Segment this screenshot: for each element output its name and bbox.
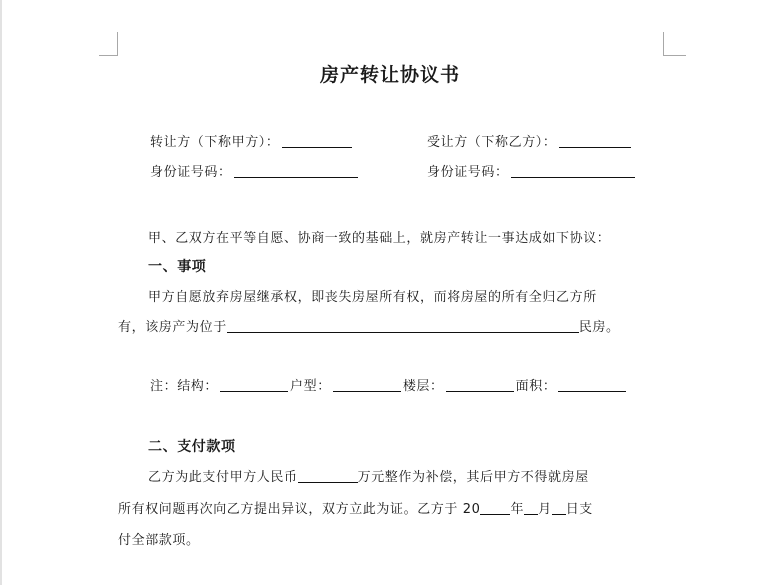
section1-line1: 甲方自愿放弃房屋继承权，即丧失房屋所有权，而将房屋的所有全归乙方所 bbox=[148, 290, 597, 305]
transferee-row bbox=[427, 133, 633, 153]
transferee-id-label: 身份证号码： bbox=[427, 165, 509, 180]
payment-amount-field[interactable] bbox=[298, 468, 358, 483]
payment-date-label: 所有权问题再次向乙方提出异议，双方立此为证。乙方于 20 bbox=[118, 502, 481, 517]
structure-label: 结构： bbox=[177, 379, 219, 394]
transferee-name-field[interactable] bbox=[559, 133, 631, 148]
transferee-id-field[interactable] bbox=[511, 163, 635, 178]
area-field[interactable] bbox=[558, 377, 626, 392]
document-title: 房产转让协议书 bbox=[319, 64, 460, 86]
day-label: 日支 bbox=[565, 502, 593, 517]
floor-field[interactable] bbox=[446, 377, 514, 392]
transferor-id-field[interactable] bbox=[234, 163, 358, 178]
property-location-field[interactable] bbox=[227, 318, 579, 333]
month-label: 月 bbox=[538, 502, 552, 517]
intro-paragraph: 甲、乙双方在平等自愿、协商一致的基础上，就房产转让一事达成如下协议： bbox=[148, 231, 611, 246]
structure-field[interactable] bbox=[220, 377, 288, 392]
transferor-label: 转让方（下称甲方）： bbox=[150, 135, 280, 150]
layout-field[interactable] bbox=[333, 377, 401, 392]
payment-amount-suffix: 万元整作为补偿，其后甲方不得就房屋 bbox=[357, 470, 589, 485]
section1-heading: 一、事项 bbox=[148, 259, 207, 275]
year-label: 年 bbox=[510, 502, 525, 517]
section1-line2 bbox=[118, 318, 620, 338]
transferor-id-row bbox=[150, 163, 360, 183]
payment-year-field[interactable] bbox=[480, 500, 510, 515]
transferor-row bbox=[150, 133, 354, 153]
payment-month-field[interactable] bbox=[524, 500, 538, 515]
property-type-suffix: 民房。 bbox=[578, 320, 620, 335]
floor-label: 楼层： bbox=[402, 379, 444, 394]
property-note-row bbox=[150, 377, 628, 397]
layout-label: 户型： bbox=[290, 379, 331, 394]
property-location-label: 有，该房产为位于 bbox=[118, 320, 227, 335]
transferee-id-row bbox=[427, 163, 637, 183]
payment-day-field[interactable] bbox=[552, 500, 566, 515]
transferor-name-field[interactable] bbox=[282, 133, 352, 148]
transferee-label: 受让方（下称乙方）： bbox=[427, 135, 557, 150]
section2-line2 bbox=[118, 500, 593, 520]
section2-heading: 二、支付款项 bbox=[148, 439, 236, 455]
note-prefix: 注： bbox=[150, 379, 178, 394]
payment-amount-label: 乙方为此支付甲方人民币 bbox=[148, 470, 298, 485]
section2-line3: 付全部款项。 bbox=[118, 533, 200, 548]
transferor-id-label: 身份证号码： bbox=[150, 165, 232, 180]
section2-line1 bbox=[148, 468, 589, 488]
area-label: 面积： bbox=[515, 379, 557, 394]
